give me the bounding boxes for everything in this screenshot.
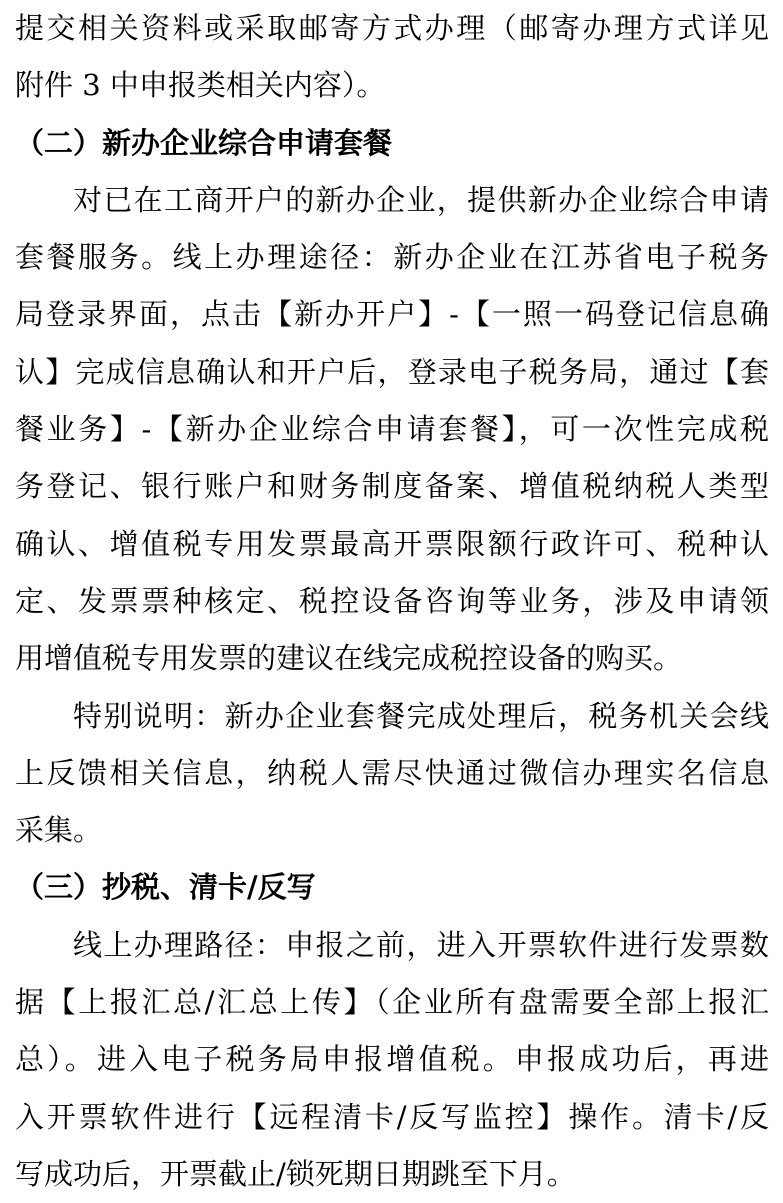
text-line: 特别说明：新办企业套餐完成处理后，税务机关会线: [73, 698, 769, 733]
paragraph-continued: [15, 0, 769, 115]
paragraph-tax-copy-clear-card: [15, 917, 769, 1203]
text-line: 采集。: [15, 813, 103, 848]
section-heading-2: （二）新办企业综合申请套餐: [15, 125, 393, 160]
text-line: 提交相关资料或采取邮寄方式办理（邮寄办理方式详见: [15, 11, 769, 45]
text-line: 写成功后，开票截止/锁死期日期跳至下月。: [15, 1156, 576, 1191]
text-line: 附件 3 中申报类相关内容）。: [15, 68, 386, 103]
text-line: 总）。进入电子税务局申报增值税。申报成功后，再进: [15, 1042, 769, 1077]
text-line: 对已在工商开户的新办企业，提供新办企业综合申请: [73, 182, 769, 217]
text-line: 餐业务】-【新办企业综合申请套餐】，可一次性完成税: [15, 412, 769, 447]
text-line: 用增值税专用发票的建议在线完成税控设备的购买。: [15, 641, 683, 676]
text-line: 入开票软件进行【远程清卡/反写监控】操作。清卡/反: [15, 1099, 769, 1134]
text-line: 局登录界面，点击【新办开户】-【一照一码登记信息确: [15, 297, 769, 332]
section-heading-3: （三）抄税、清卡/反写: [15, 870, 316, 905]
text-line: 定、发票票种核定、税控设备咨询等业务，涉及申请领: [15, 583, 769, 618]
text-line: 据【上报汇总/汇总上传】（企业所有盘需要全部上报汇: [15, 985, 769, 1020]
text-line: 务登记、银行账户和财务制度备案、增值税纳税人类型: [15, 469, 769, 504]
paragraph-new-enterprise-package: [15, 172, 769, 688]
text-line: 确认、增值税专用发票最高开票限额行政许可、税种认: [15, 526, 769, 561]
text-line: 套餐服务。线上办理途径：新办企业在江苏省电子税务: [15, 240, 769, 275]
text-line: 上反馈相关信息，纳税人需尽快通过微信办理实名信息: [15, 755, 769, 790]
text-line: 认】完成信息确认和开户后，登录电子税务局，通过【套: [15, 354, 769, 389]
text-line: 线上办理路径：申报之前，进入开票软件进行发票数: [73, 927, 769, 962]
paragraph-special-note: [15, 688, 769, 860]
